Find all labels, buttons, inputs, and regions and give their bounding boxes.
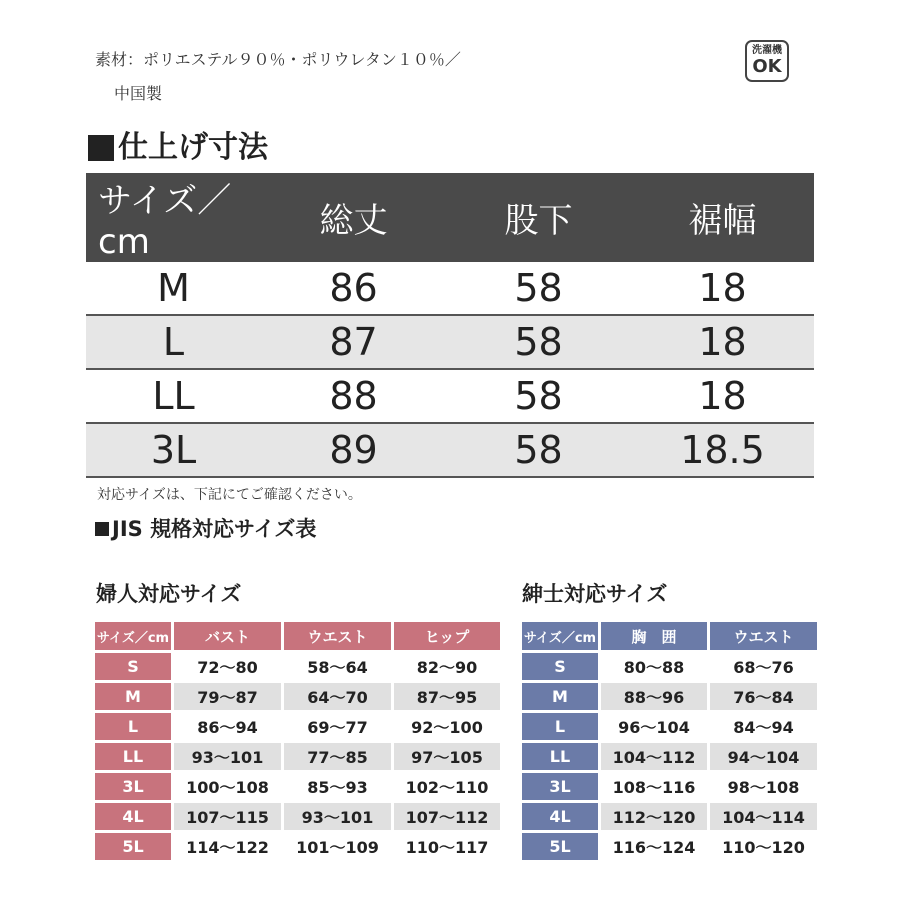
- men-size-table: [519, 619, 820, 863]
- wash-icon-ok: OK: [752, 56, 782, 77]
- washing-machine-ok-icon: [745, 40, 789, 82]
- value-cell: 94～104: [710, 743, 817, 770]
- value-cell: 114～122: [186, 838, 269, 857]
- value-cell: 85～93: [307, 778, 368, 797]
- value-cell: 69～77: [307, 718, 368, 737]
- value-cell: 58: [446, 423, 631, 477]
- value-cell: 88: [261, 369, 446, 423]
- table-header-row: [522, 622, 817, 650]
- size-cell: M: [86, 262, 261, 315]
- value-cell: 92～100: [411, 718, 483, 737]
- value-cell: 87: [261, 315, 446, 369]
- jis-heading: [95, 514, 316, 544]
- size-cell: 3L: [86, 423, 261, 477]
- value-cell: 64～70: [284, 683, 391, 710]
- table-row: [522, 773, 817, 800]
- value-cell: 18: [631, 369, 814, 423]
- size-note: 対応サイズは、下記にてご確認ください。: [97, 487, 362, 503]
- value-cell: 80～88: [623, 658, 685, 677]
- col-header-hip: ヒップ: [394, 622, 500, 650]
- value-cell: 68～76: [733, 658, 794, 677]
- value-cell: 18: [631, 262, 814, 315]
- value-cell: 18: [631, 315, 814, 369]
- col-header-chest: 胸 囲: [601, 622, 707, 650]
- size-label: L: [522, 713, 598, 740]
- size-label: M: [95, 683, 171, 710]
- size-cell: LL: [86, 369, 261, 423]
- table-row: [86, 262, 814, 315]
- square-bullet-icon: [95, 522, 109, 536]
- value-cell: 87～95: [394, 683, 500, 710]
- value-cell: 96～104: [618, 718, 690, 737]
- men-size-title: 紳士対応サイズ: [522, 582, 668, 606]
- value-cell: 112～120: [601, 803, 707, 830]
- value-cell: 107～112: [394, 803, 500, 830]
- finished-dimensions-table: [86, 173, 814, 478]
- col-header-waist: ウエスト: [710, 622, 817, 650]
- table-row: [95, 653, 500, 680]
- value-cell: 84～94: [733, 718, 794, 737]
- table-row: [95, 833, 500, 860]
- size-label: S: [522, 653, 598, 680]
- col-header-hem-width: 裾幅: [631, 173, 814, 262]
- size-label: 4L: [522, 803, 598, 830]
- table-row: [522, 743, 817, 770]
- value-cell: 100～108: [186, 778, 269, 797]
- size-label: 4L: [95, 803, 171, 830]
- table-row: [522, 653, 817, 680]
- table-row: [95, 773, 500, 800]
- origin-text: 中国製: [114, 84, 163, 103]
- col-header-size: サイズ／cm: [86, 173, 261, 262]
- col-header-size: サイズ／cm: [95, 622, 171, 650]
- size-label: 3L: [522, 773, 598, 800]
- size-label: 5L: [95, 833, 171, 860]
- value-cell: 104～112: [601, 743, 707, 770]
- value-cell: 110～117: [405, 838, 489, 857]
- table-row: [522, 833, 817, 860]
- size-cell: L: [86, 315, 261, 369]
- value-cell: 98～108: [727, 778, 800, 797]
- table-row: [522, 713, 817, 740]
- table-row: [522, 803, 817, 830]
- value-cell: 93～101: [174, 743, 281, 770]
- value-cell: 93～101: [284, 803, 391, 830]
- col-header-size: サイズ／cm: [522, 622, 598, 650]
- table-header-row: [95, 622, 500, 650]
- table-row: [95, 803, 500, 830]
- value-cell: 116～124: [612, 838, 696, 857]
- value-cell: 82～90: [416, 658, 478, 677]
- value-cell: 58: [446, 262, 631, 315]
- table-row: [95, 683, 500, 710]
- value-cell: 104～114: [710, 803, 817, 830]
- size-label: LL: [95, 743, 171, 770]
- value-cell: 101～109: [296, 838, 379, 857]
- table-row: [86, 423, 814, 477]
- col-header-inseam: 股下: [446, 173, 631, 262]
- table-header-row: [86, 173, 814, 262]
- value-cell: 77～85: [284, 743, 391, 770]
- value-cell: 108～116: [612, 778, 696, 797]
- size-label: LL: [522, 743, 598, 770]
- table-row: [522, 683, 817, 710]
- table-row: [86, 315, 814, 369]
- value-cell: 86: [261, 262, 446, 315]
- size-label: 3L: [95, 773, 171, 800]
- value-cell: 110～120: [722, 838, 805, 857]
- size-label: 5L: [522, 833, 598, 860]
- col-header-waist: ウエスト: [284, 622, 391, 650]
- value-cell: 79～87: [174, 683, 281, 710]
- table-row: [95, 713, 500, 740]
- value-cell: 102～110: [405, 778, 489, 797]
- value-cell: 72～80: [197, 658, 258, 677]
- value-cell: 88～96: [601, 683, 707, 710]
- value-cell: 86～94: [197, 718, 258, 737]
- col-header-total-length: 総丈: [261, 173, 446, 262]
- value-cell: 58～64: [307, 658, 368, 677]
- wash-icon-label: 洗濯機: [752, 45, 782, 56]
- women-size-table: [92, 619, 503, 863]
- size-label: M: [522, 683, 598, 710]
- value-cell: 89: [261, 423, 446, 477]
- table-row: [86, 369, 814, 423]
- value-cell: 76～84: [710, 683, 817, 710]
- value-cell: 58: [446, 315, 631, 369]
- finished-dimensions-title: 仕上げ寸法: [118, 130, 268, 165]
- material-text: 素材：ポリエステル９０％・ポリウレタン１０％／: [95, 50, 461, 69]
- value-cell: 97～105: [394, 743, 500, 770]
- finished-dimensions-heading: [88, 128, 268, 168]
- table-row: [95, 743, 500, 770]
- jis-title: JIS 規格対応サイズ表: [112, 517, 317, 541]
- size-label: S: [95, 653, 171, 680]
- value-cell: 107～115: [174, 803, 281, 830]
- square-bullet-icon: [88, 135, 114, 161]
- value-cell: 58: [446, 369, 631, 423]
- col-header-bust: バスト: [174, 622, 281, 650]
- size-label: L: [95, 713, 171, 740]
- women-size-title: 婦人対応サイズ: [96, 582, 242, 606]
- value-cell: 18.5: [631, 423, 814, 477]
